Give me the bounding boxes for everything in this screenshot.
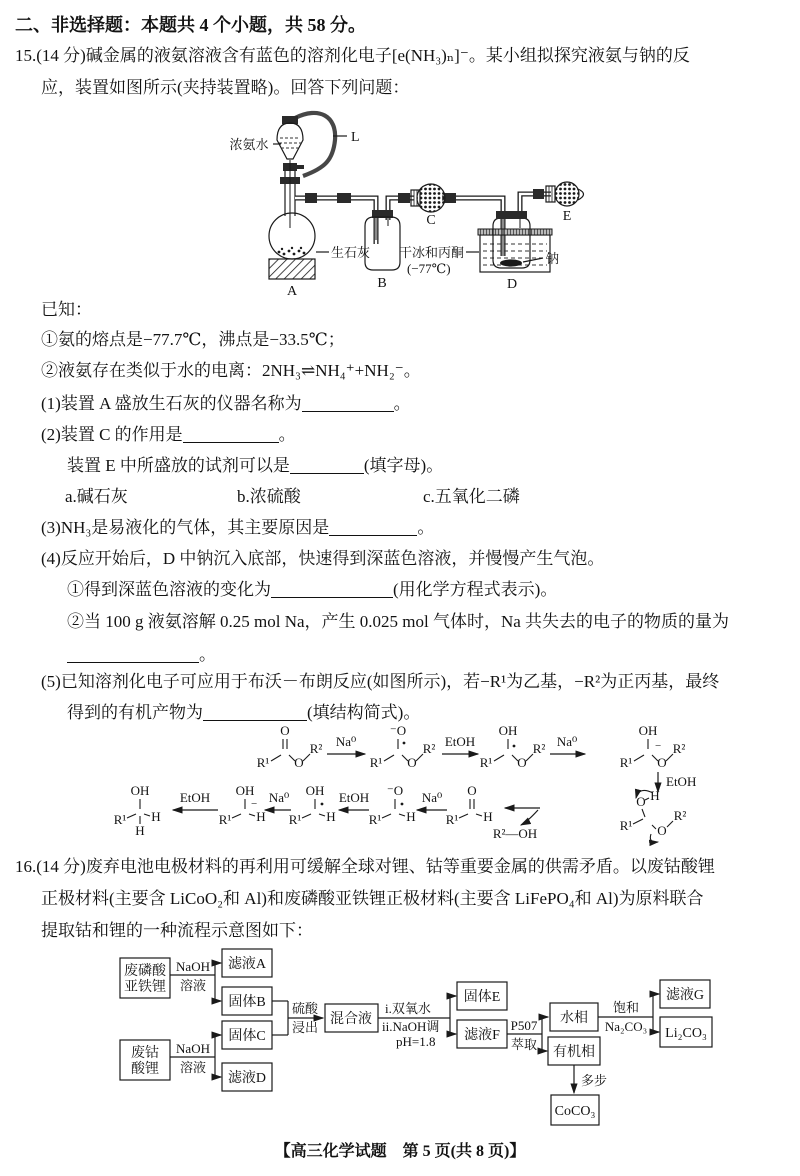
- atom-o: O: [467, 783, 477, 798]
- q15-option-b: b.浓硫酸: [237, 487, 301, 506]
- q16-line3: 提取钴和锂的一种流程示意图如下：: [41, 921, 313, 940]
- q15-part1: [41, 393, 411, 415]
- q15-option-a: a.碱石灰: [65, 487, 128, 506]
- naoh-label-1a: NaOH: [176, 959, 210, 974]
- q15-part5-end: (填结构简式)。: [307, 703, 421, 722]
- atom-o: O: [294, 755, 304, 770]
- q15-part4a-end: (用化学方程式表示)。: [393, 580, 558, 599]
- q15-part4b: ②当 100 g 液氨溶解 0.25 mol Na，产生 0.025 mol 气体时，Na 共失去的电子的物质的量为: [67, 612, 730, 631]
- radical-dot: [321, 803, 324, 806]
- hydroxy-radical-h-structure: [289, 783, 336, 827]
- tube-connector-5: [533, 189, 544, 199]
- atom-r1: R¹: [113, 812, 127, 827]
- answer-blank-2: [183, 427, 279, 443]
- bath-rim: [478, 229, 552, 235]
- funnel-bulb: [277, 123, 303, 159]
- atom-r1: R¹: [619, 818, 633, 833]
- naoh-label-2b: 溶液: [179, 1060, 207, 1075]
- q15-part2b-text: 装置 E 中所盛放的试剂可以是: [67, 456, 290, 475]
- tube-connector-4: [444, 193, 456, 203]
- page-footer: 【高三化学试题 第 5 页(共 8 页)】: [274, 1143, 526, 1160]
- atom-h: H: [135, 823, 145, 838]
- q15-known1: ①氨的熔点是−77.7℃，沸点是−33.5℃；: [41, 330, 345, 349]
- atom-o: O: [657, 755, 667, 770]
- mechanism-diagram: [115, 722, 695, 844]
- arrow-down-label: EtOH: [666, 774, 697, 789]
- cooling-bath: [478, 211, 552, 272]
- q15-part2-end: 。: [278, 425, 296, 444]
- arrow-3-label: Na⁰: [556, 734, 578, 749]
- atom-oh: OH: [638, 723, 658, 738]
- tube-connector-1: [305, 193, 317, 203]
- charge-minus: −: [655, 740, 662, 752]
- q15-part5-line1: (5)已知溶剂化电子可应用于布沃－布朗反应(如图所示)，若−R¹为乙基，−R²为正丙基，最终: [41, 672, 720, 691]
- label-ammonia: 浓氨水: [229, 137, 269, 152]
- atom-r1: R¹: [256, 755, 270, 770]
- atom-oh: OH: [305, 783, 325, 798]
- atom-o: O: [407, 755, 417, 770]
- atom-r1: R¹: [369, 755, 383, 770]
- box-waste-licoo2-line1: 废钴: [131, 1046, 159, 1061]
- q15-part4b-end: 。: [199, 645, 216, 664]
- label-a: A: [286, 284, 298, 299]
- sodium-lump: [500, 259, 522, 266]
- atom-r2: R²: [673, 808, 687, 823]
- q15-part4a-text: ①得到深蓝色溶液的变化为: [67, 580, 271, 599]
- label-l: L: [351, 130, 360, 145]
- atom-h: H: [406, 809, 416, 824]
- label-dry-ice: 干冰和丙酮: [399, 245, 465, 260]
- box-solid-c-label: 固体C: [228, 1029, 266, 1044]
- radical-dot: [403, 742, 406, 745]
- aldehyde-structure: [446, 783, 493, 827]
- answer-blank-4: [329, 520, 417, 536]
- radical-anion-structure: [370, 723, 436, 770]
- box-filtrate-f-label: 滤液F: [464, 1028, 500, 1043]
- atom-h: H: [326, 809, 336, 824]
- mech-row1: [257, 723, 697, 792]
- q15-part1-end: 。: [393, 394, 411, 413]
- answer-blank-5: [271, 582, 393, 598]
- flask-a: [269, 160, 315, 279]
- ball-e: [555, 182, 579, 206]
- apparatus-diagram: [185, 106, 605, 298]
- box-filtrate-a-label: 滤液A: [227, 957, 267, 972]
- step-ph-label: pH=1.8: [396, 1034, 436, 1049]
- bottle-d-stopper: [496, 211, 527, 219]
- hydroxy-radical-structure: [480, 723, 546, 770]
- atom-r2: R²: [532, 741, 546, 756]
- atom-o: O: [636, 794, 646, 809]
- q15-part2: [41, 424, 296, 446]
- q15-part2b: [67, 455, 443, 477]
- answer-blank-7: [203, 705, 307, 721]
- q15-part1-text: (1)装置 A 盛放生石灰的仪器名称为: [41, 394, 302, 413]
- bath-body: [480, 235, 550, 272]
- naoh-label-1b: 溶液: [179, 978, 207, 993]
- alcohol-structure: [114, 783, 161, 838]
- p507-label1: P507: [510, 1018, 538, 1033]
- radical-anion-h-structure: [369, 783, 416, 827]
- atom-oh: OH: [498, 723, 518, 738]
- atom-r1: R¹: [288, 812, 302, 827]
- leaving-group-arrow: [521, 810, 538, 825]
- q15-line1: 15.(14 分)碱金属的液氨溶液含有蓝色的溶剂化电子[e(NH₃)ₙ]⁻。某小组拟探究液氨与钠的反: [15, 46, 690, 65]
- box-waste-licoo2-line2: 酸锂: [131, 1062, 159, 1077]
- arrow-2-label: EtOH: [444, 734, 476, 749]
- box-waste-lifepo4-line2: 亚铁锂: [124, 980, 166, 995]
- mech-row2: [114, 783, 687, 842]
- sat-label1: 饱和: [612, 1000, 640, 1015]
- atom-o: O: [280, 723, 290, 738]
- box-waste-lifepo4-line1: 废磷酸: [124, 964, 166, 979]
- label-c: C: [426, 213, 436, 228]
- label-temp: (−77℃): [407, 261, 451, 276]
- q15-part3-end: 。: [417, 518, 435, 537]
- acid-leach-label2: 浸出: [291, 1020, 319, 1035]
- atom-oh: OH: [130, 783, 150, 798]
- leaving-alcohol-label: R²—OH: [492, 826, 538, 841]
- q15-part3: [41, 517, 434, 539]
- q16-line1: 16.(14 分)废弃电池电极材料的再利用可缓解全球对锂、钴等重要金属的供需矛盾。以废钴酸锂: [15, 857, 715, 876]
- label-sodium: 钠: [546, 251, 560, 266]
- box-aqueous-phase-label: 水相: [560, 1011, 588, 1026]
- charge-minus: −: [251, 798, 258, 810]
- bottle-b: [365, 210, 400, 270]
- q15-option-c: c.五氧化二磷: [423, 487, 520, 506]
- atom-r1: R¹: [218, 812, 232, 827]
- answer-blank-3: [290, 458, 364, 474]
- tube-connector-2: [337, 193, 351, 203]
- box-filtrate-g-label: 滤液G: [665, 988, 705, 1003]
- quicklime-pile: [278, 247, 306, 256]
- arrow-4-label: Na⁰: [421, 790, 443, 805]
- drying-ball-e: [546, 182, 584, 206]
- drying-ball-c: [411, 184, 445, 212]
- atom-o-minus: ⁻O: [386, 783, 404, 798]
- arrow-7-label: EtOH: [179, 790, 211, 805]
- flowchart-diagram: [35, 945, 765, 1140]
- label-quicklime: 生石灰: [331, 245, 371, 260]
- naoh-label-2a: NaOH: [176, 1041, 210, 1056]
- sat-label2: Na₂CO₃: [604, 1019, 648, 1034]
- atom-r1: R¹: [368, 812, 382, 827]
- box-filtrate-d-label: 滤液D: [227, 1071, 267, 1086]
- carbanion-structure: [620, 723, 686, 770]
- bottle-b-body: [365, 217, 400, 270]
- carbanion-h-structure: [219, 783, 266, 827]
- answer-blank-1: [302, 396, 394, 412]
- q15-part4: (4)反应开始后，D 中钠沉入底部，快速得到深蓝色溶液，并慢慢产生气泡。: [41, 549, 605, 568]
- label-d: D: [506, 277, 518, 292]
- multi-step-label: 多步: [581, 1073, 608, 1088]
- arrow-1-label: Na⁰: [335, 734, 357, 749]
- atom-r2: R²: [422, 741, 436, 756]
- q15-part5-line2: [67, 702, 420, 724]
- atom-h: H: [650, 788, 660, 803]
- atom-h: H: [151, 809, 161, 824]
- atom-o-minus: ⁻O: [389, 723, 407, 738]
- q15-part2b-end: (填字母)。: [363, 456, 444, 475]
- q15-known-label: 已知：: [41, 300, 92, 319]
- box-li2co3-label: Li₂CO₃: [665, 1026, 707, 1041]
- atom-r1: R¹: [479, 755, 493, 770]
- atom-o: O: [517, 755, 527, 770]
- atom-o: O: [657, 823, 667, 838]
- section-header: 二、非选择题：本题共 4 个小题，共 58 分。: [15, 15, 366, 35]
- atom-r2: R²: [672, 741, 686, 756]
- atom-h: H: [483, 809, 493, 824]
- step-ii-label: ii.NaOH调: [382, 1019, 440, 1034]
- atom-r1: R¹: [445, 812, 459, 827]
- radical-dot: [513, 745, 516, 748]
- atom-r1: R¹: [619, 755, 633, 770]
- sodium-pointer-line: [523, 258, 543, 262]
- flask-bulb: [269, 213, 315, 259]
- q15-part3-text: (3)NH₃是易液化的气体，其主要原因是: [41, 518, 330, 537]
- box-solid-b-label: 固体B: [228, 995, 266, 1010]
- radical-dot: [401, 803, 404, 806]
- box-organic-phase-label: 有机相: [553, 1045, 595, 1060]
- step-i-label: i.双氧水: [385, 1001, 431, 1016]
- q15-line2: 应，装置如图所示(夹持装置略)。回答下列问题：: [41, 78, 410, 97]
- q15-part4b-blank-line: [67, 644, 216, 666]
- arrow-5-label: EtOH: [338, 790, 370, 805]
- arrow-6-label: Na⁰: [268, 790, 290, 805]
- box-coco3-label: CoCO₃: [554, 1104, 596, 1119]
- p507-label2: 萃取: [510, 1037, 538, 1052]
- atom-h: H: [256, 809, 266, 824]
- heating-block: [269, 259, 315, 279]
- tube-connector-3: [398, 193, 410, 203]
- atom-oh: OH: [235, 783, 255, 798]
- answer-blank-6: [67, 647, 199, 663]
- atom-r2: R²: [309, 741, 323, 756]
- ester-structure: [257, 723, 323, 770]
- label-e: E: [562, 209, 572, 224]
- stopcock-handle: [297, 165, 304, 169]
- q15-part5-text: 得到的有机产物为: [67, 703, 203, 722]
- ball-c: [417, 184, 445, 212]
- q16-line2: 正极材料(主要含 LiCoO₂和 Al)和废磷酸亚铁锂正极材料(主要含 LiFePO₄和 Al)为原料联合: [41, 889, 704, 908]
- q15-part2-text: (2)装置 C 的作用是: [41, 425, 183, 444]
- label-b: B: [377, 276, 387, 291]
- tetrahedral-intermediate: [620, 788, 687, 842]
- q15-known2: ②液氨存在类似于水的电离：2NH₃⇌NH₄⁺+NH₂⁻。: [41, 361, 421, 380]
- acid-leach-label1: 硫酸: [291, 1001, 319, 1016]
- box-solid-e-label: 固体E: [463, 990, 501, 1005]
- q15-part4a: [67, 579, 557, 601]
- box-mixed-solution-label: 混合液: [330, 1012, 372, 1027]
